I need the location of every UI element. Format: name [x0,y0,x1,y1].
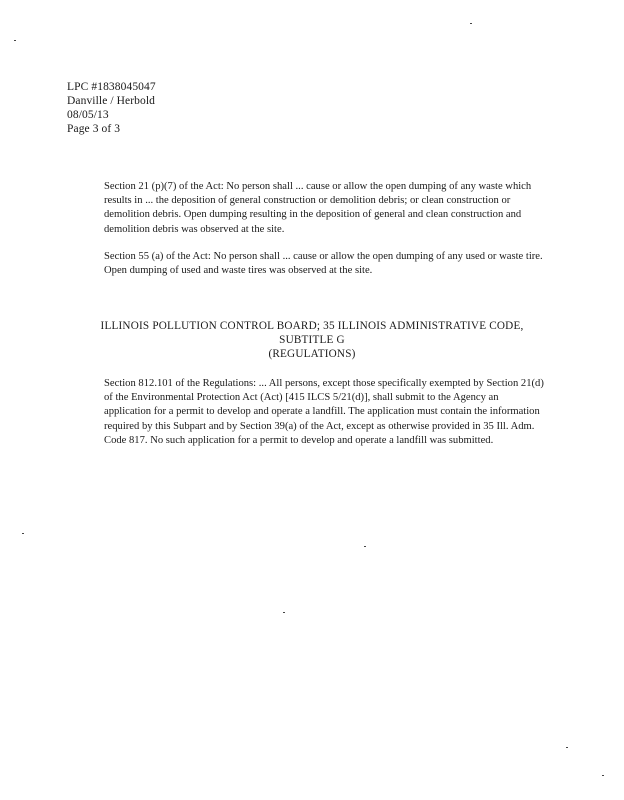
scan-speck [283,612,285,613]
scan-speck [22,533,24,534]
scan-speck [14,40,16,41]
site-name: Danville / Herbold [67,95,156,107]
regulations-heading [60,319,564,361]
section-55-a-paragraph: Section 55 (a) of the Act: No person shall ... cause or allow the open dumping of any used or waste tire. Open dumping of used and waste tires was observed at the site. [104,251,543,277]
regulations-heading-line-3: (REGULATIONS) [268,348,356,360]
document-date: 08/05/13 [67,109,109,121]
section-21-p-7-paragraph: Section 21 (p)(7) of the Act: No person shall ... cause or allow the open dumping of any waste which results in ... the deposition of general construction or demolition debris; or clean construction or demolition debris. Open dumping resulting in the deposition of general and clean construction and demolition debris was observed at the site. [104,181,532,235]
scan-speck [602,775,604,776]
case-number: LPC #1838045047 [67,81,156,93]
regulations-heading-line-2: SUBTITLE G [279,334,345,346]
section-812-101-paragraph: Section 812.101 of the Regulations: ... All persons, except those specifically exempted by Section 21(d) of the Environmental Protection Act (Act) [415 ILCS 5/21(d)], shall submit to the Agency an application for a permit to develop and operate a landfill. The application must contain the information required by this Subpart and by Section 39(a) of the Act, except as otherwise provided in 35 Ill. Adm. Code 817. No such application for a permit to develop and operate a landfill was submitted. [104,378,544,446]
page-number: Page 3 of 3 [67,123,121,135]
regulations-heading-line-1: ILLINOIS POLLUTION CONTROL BOARD; 35 ILLINOIS ADMINISTRATIVE CODE, [100,320,524,332]
scan-speck [566,747,568,748]
scan-speck [470,23,472,24]
scan-speck [364,546,366,547]
document-header [67,80,156,136]
